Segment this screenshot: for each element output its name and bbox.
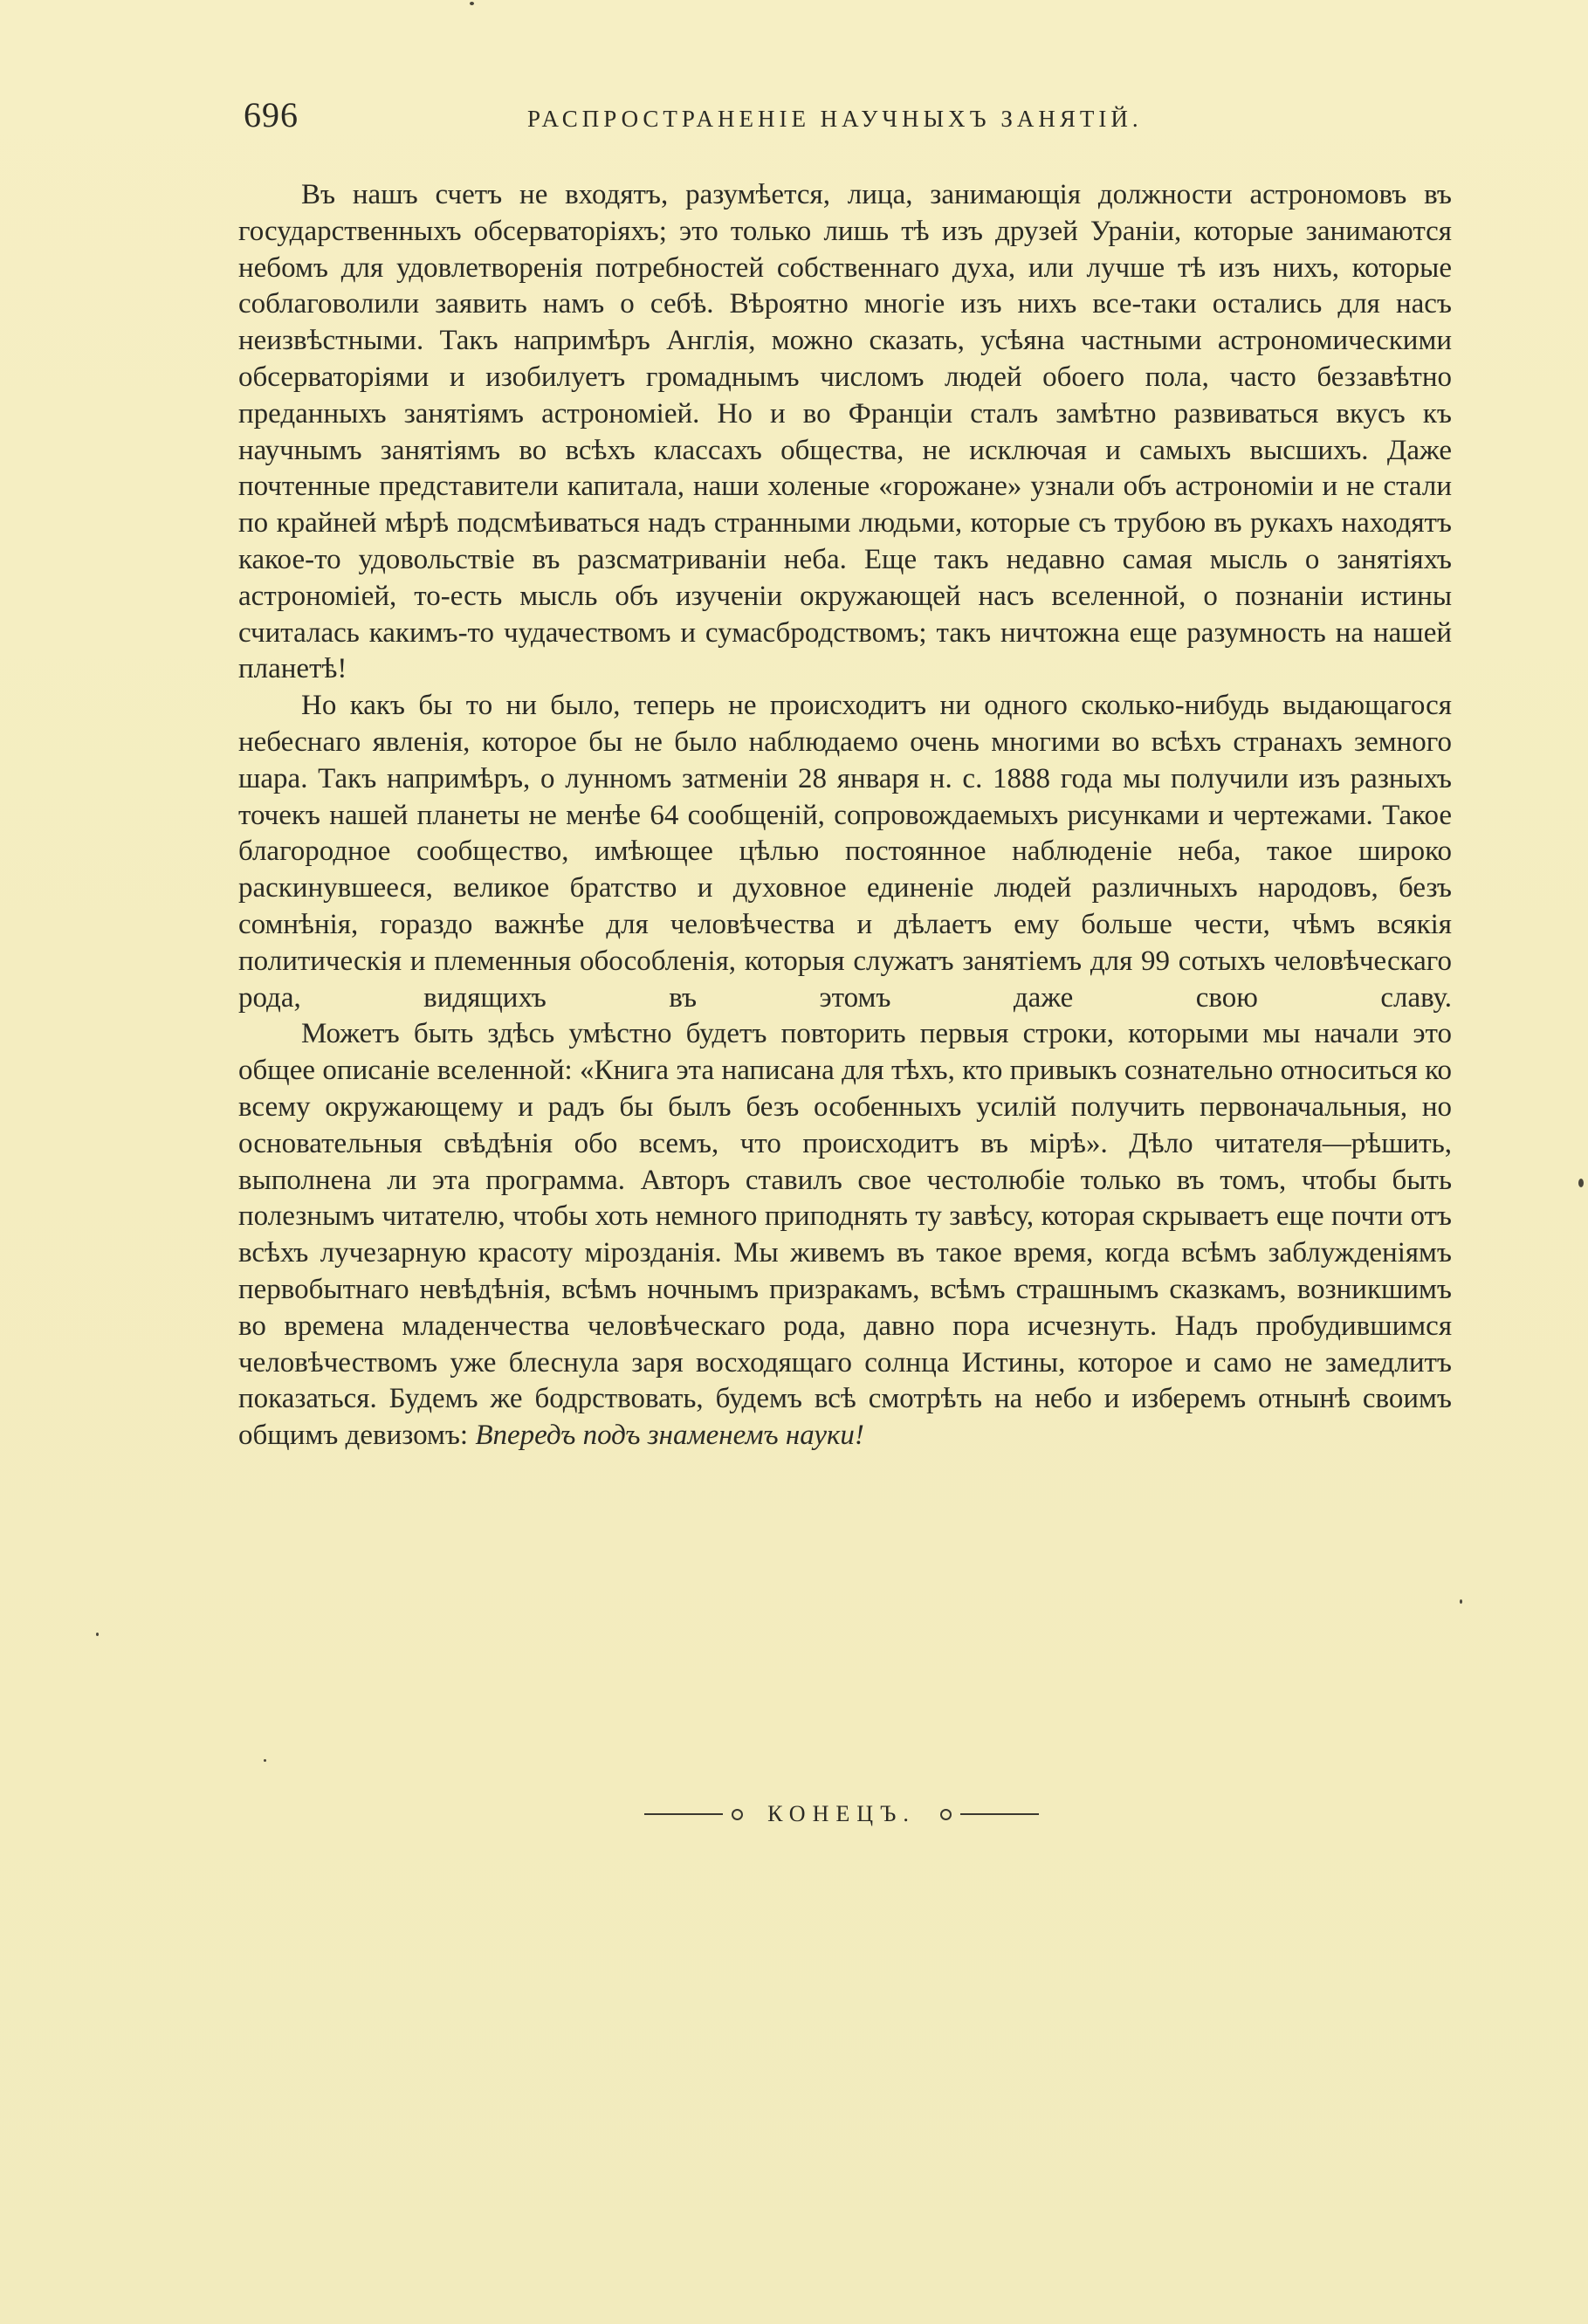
closing-motto: Впередъ подъ знаменемъ науки! [475, 1420, 864, 1452]
paragraph-3 [238, 1016, 1452, 1454]
end-rule-left [644, 1813, 723, 1815]
end-ring-right-icon [940, 1809, 952, 1820]
ink-speck [470, 2, 474, 5]
end-rule-right [960, 1813, 1039, 1815]
end-mark [632, 1797, 1051, 1832]
ink-speck [1460, 1599, 1462, 1604]
paragraph-3-text: Можетъ быть здѣсь умѣстно будетъ повторить первыя строки, которыми мы начали это общее описаніе вселенной: «Книга эта написана для тѣхъ, кто привыкъ сознательно относиться ко всему окружающему и радъ бы былъ безъ особенныхъ усилій получить первоначальныя, но основательныя свѣдѣнія обо всемъ, что происходитъ въ мірѣ». Дѣло читателя—рѣшить, выполнена ли эта программа. Авторъ ставилъ свое честолюбіе только въ томъ, чтобы быть полезнымъ читателю, чтобы хоть немного приподнять ту завѣсу, которая скрываетъ еще почти отъ всѣхъ лучезарную красоту мірозданія. Мы живемъ въ такое время, когда всѣмъ заблужденіямъ первобытнаго невѣдѣнія, всѣмъ ночнымъ призракамъ, всѣмъ страшнымъ сказкамъ, возникшимъ во времена младенчества человѣческаго рода, давно пора исчезнуть. Надъ пробудившимся человѣчествомъ уже блеснула заря восходящаго солнца Истины, которое и само не замедлитъ показаться. Будемъ же бодрствовать, будемъ всѣ смотрѣть на небо и изберемъ отнынѣ своимъ общимъ девизомъ: [238, 1018, 1452, 1452]
ink-speck [96, 1633, 99, 1636]
paragraph-2: Но какъ бы то ни было, теперь не происходитъ ни одного сколько-нибудь выдающагося небеснаго явленія, которое бы не было наблюдаемо очень многими во всѣхъ странахъ земного шара. Такъ напримѣръ, о лунномъ затменіи 28 января н. с. 1888 года мы получили изъ разныхъ точекъ нашей планеты не менѣе 64 сообщеній, сопровождаемыхъ рисунками и чертежами. Такое благородное сообщество, имѣющее цѣлью постоянное наблюденіе неба, такое широко раскинувшееся, великое братство и духовное единеніе людей различныхъ народовъ, безъ сомнѣнія, гораздо важнѣе для человѣчества и дѣлаетъ ему больше чести, чѣмъ всякія политическія и племенныя обособленія, которыя служатъ занятіемъ для 99 сотыхъ человѣческаго рода, видящихъ въ этомъ даже свою славу. [238, 690, 1452, 1014]
ink-speck [264, 1759, 266, 1762]
running-title: РАСПРОСТРАНЕНІЕ НАУЧНЫХЪ ЗАНЯТІЙ. [527, 106, 1143, 132]
end-ring-left-icon [732, 1809, 743, 1820]
ink-speck [1578, 1179, 1584, 1187]
page-number: 696 [244, 95, 299, 134]
paragraph-1: Въ нашъ счетъ не входятъ, разумѣется, лица, занимающія должности астрономовъ въ государственныхъ обсерваторіяхъ; это только лишь тѣ изъ друзей Ураніи, которые занимаются небомъ для удовлетворенія потребностей собственнаго духа, или лучше тѣ изъ нихъ, которые соблаговолили заявить намъ о себѣ. Вѣроятно многіе изъ нихъ все-таки остались для насъ неизвѣстными. Такъ напримѣръ Англія, можно сказать, усѣяна частными астрономическими обсерваторіями и изобилуетъ громаднымъ числомъ людей обоего пола, часто беззавѣтно преданныхъ занятіямъ астрономіей. Но и во Франціи сталъ замѣтно развиваться вкусъ къ научнымъ занятіямъ во всѣхъ классахъ общества, не исключая и самыхъ высшихъ. Даже почтенные представители капитала, наши холеные «горожане» узнали объ астрономіи и не стали по крайней мѣрѣ подсмѣиваться надъ странными людьми, которые съ трубою въ рукахъ находятъ какое-то удовольствіе въ разсматриваніи неба. Еще такъ недавно самая мысль о занятіяхъ астрономіей, то-есть мысль объ изученіи окружающей насъ вселенной, о познаніи истины считалась какимъ-то чудачествомъ и сумасбродствомъ; такъ ничтожна еще разумность на нашей планетѣ! [238, 179, 1452, 685]
end-label: КОНЕЦЪ. [767, 1801, 916, 1826]
body-text [238, 177, 1452, 1454]
